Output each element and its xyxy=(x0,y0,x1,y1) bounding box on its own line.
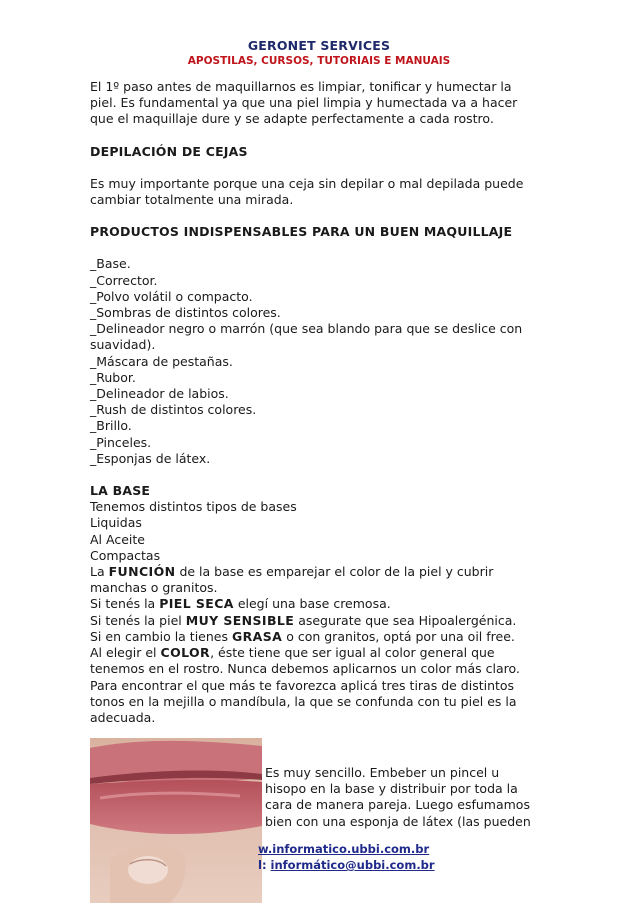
product-item: suavidad). xyxy=(90,337,156,353)
color-keyword: COLOR xyxy=(160,645,211,661)
product-item: _Base. xyxy=(90,256,131,272)
product-item: _Delineador negro o marrón (que sea blando para que se deslice con xyxy=(90,321,523,337)
product-item: _Esponjas de látex. xyxy=(90,450,211,466)
intro-line: El 1º paso antes de maquillarnos es limpiar, tonificar y humectar la xyxy=(90,79,512,94)
email-link[interactable]: informático@ubbi.com.br xyxy=(270,858,435,872)
product-item: _Corrector. xyxy=(90,272,158,288)
aplicar-line: Es muy sencillo. Embeber un pincel u xyxy=(265,765,500,780)
aplicar-line: cara de manera pareja. Luego esfumamos xyxy=(265,797,530,813)
aplicar-line: bien con una esponja de látex (las pueden xyxy=(265,813,531,829)
product-item: _Sombras de distintos colores. xyxy=(90,305,281,321)
funcion-line: manchas o granitos. xyxy=(90,580,218,596)
base-types-intro: Tenemos distintos tipos de bases xyxy=(90,499,297,515)
aplicar-text xyxy=(265,765,555,830)
intro-line: piel. Es fundamental ya que una piel limpia y humectada va a hacer xyxy=(90,95,518,111)
document-body xyxy=(90,79,552,758)
base-type: Liquidas xyxy=(90,515,142,531)
cejas-line: Es muy importante porque una ceja sin depilar o mal depilada puede xyxy=(90,175,524,191)
product-item: _Brillo. xyxy=(90,418,132,434)
lips-photo-image xyxy=(90,738,262,903)
seca-keyword: PIEL SECA xyxy=(159,596,234,612)
product-item: _Pinceles. xyxy=(90,434,152,450)
funcion-keyword: FUNCIÓN xyxy=(108,564,176,580)
website-link[interactable]: w.informatico.ubbi.com.br xyxy=(258,842,430,856)
color-line: tonos en la mejilla o mandíbula, la que se confunda con tu piel es la xyxy=(90,693,517,709)
product-item: _Rush de distintos colores. xyxy=(90,402,257,418)
sensible-line: Si tenés la piel MUY SENSIBLE asegurate que sea Hipoalergénica. xyxy=(90,612,517,628)
base-heading: LA BASE xyxy=(90,483,151,499)
product-item: _Polvo volátil o compacto. xyxy=(90,288,253,304)
color-line: adecuada. xyxy=(90,709,156,725)
base-type: Al Aceite xyxy=(90,531,145,547)
intro-line: que el maquillaje dure y se adapte perfectamente a cada rostro. xyxy=(90,111,494,127)
header-title: GERONET SERVICES xyxy=(247,38,391,53)
funcion-line: La FUNCIÓN de la base es emparejar el color de la piel y cubrir xyxy=(90,564,494,580)
sensible-keyword: MUY SENSIBLE xyxy=(185,612,295,628)
product-item: _Rubor. xyxy=(90,369,136,385)
lips-photo xyxy=(90,738,262,903)
cejas-line: cambiar totalmente una mirada. xyxy=(90,192,294,208)
product-item: _Delineador de labios. xyxy=(90,386,229,402)
grasa-line: Si en cambio la tienes GRASA o con granitos, optá por una oil free. xyxy=(90,628,515,644)
color-line: Al elegir el COLOR, éste tiene que ser igual al color general que xyxy=(90,645,495,661)
grasa-keyword: GRASA xyxy=(231,628,283,644)
seca-line: Si tenés la PIEL SECA elegí una base cremosa. xyxy=(90,596,391,612)
cejas-heading: DEPILACIÓN DE CEJAS xyxy=(90,143,248,159)
email-label: l: xyxy=(258,858,271,872)
header-subtitle: APOSTILAS, CURSOS, TUTORIAIS E MANUAIS xyxy=(187,55,451,67)
aplicar-line: hisopo en la base y distribuir por toda la xyxy=(265,781,518,797)
product-item: _Máscara de pestañas. xyxy=(90,353,233,369)
productos-heading: PRODUCTOS INDISPENSABLES PARA UN BUEN MAQUILLAJE xyxy=(90,224,513,240)
color-line: Para encontrar el que más te favorezca aplicá tres tiras de distintos xyxy=(90,677,515,693)
base-type: Compactas xyxy=(90,547,161,563)
color-line: tenemos en el rostro. Nunca debemos aplicarnos un color más claro. xyxy=(90,661,520,677)
footer xyxy=(258,841,435,873)
